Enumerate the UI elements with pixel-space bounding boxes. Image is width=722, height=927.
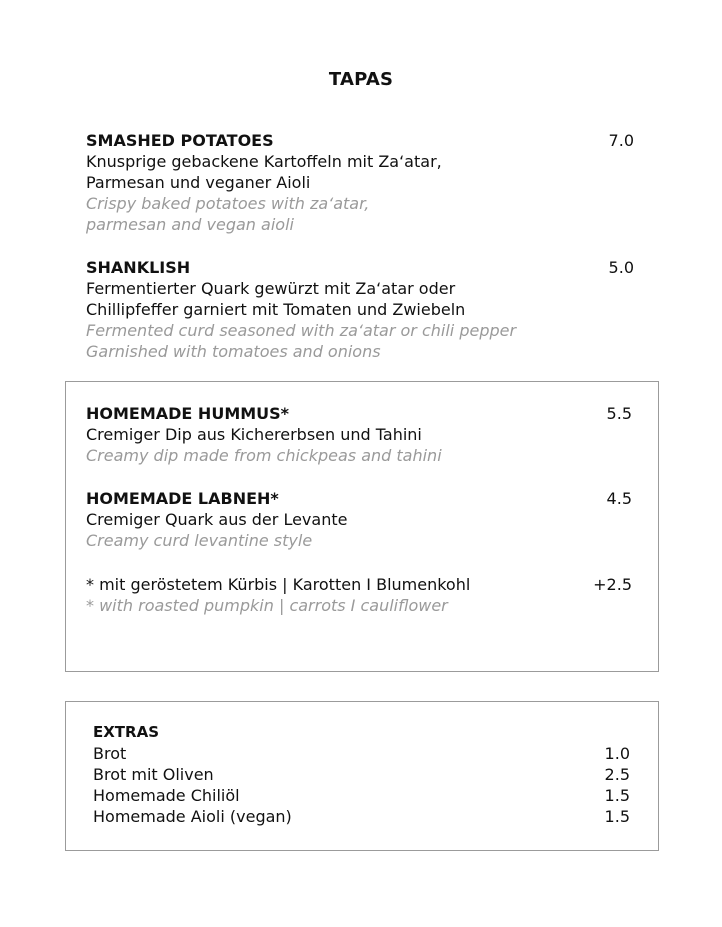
item-name: HOMEMADE LABNEH* [86,489,279,508]
extras-item-name: Homemade Aioli (vegan) [93,807,292,826]
item-description-de: Parmesan und veganer Aioli [86,173,311,192]
dips-box [65,381,659,672]
page-title: TAPAS [328,69,394,90]
extras-item [93,785,630,806]
extras-item-price: 1.5 [604,807,630,826]
extras-item-name: Homemade Chiliöl [93,786,240,805]
addon-toppings [86,574,632,616]
extras-item-name: Brot [93,744,127,763]
extras-item-name: Brot mit Oliven [93,765,214,784]
menu-item-shanklish [86,258,634,362]
item-description-de: Chillipfeffer garniert mit Tomaten und Zwiebeln [86,300,466,319]
extras-item-price: 1.5 [604,786,630,805]
item-description-en: Crispy baked potatoes with za‘atar, [86,194,370,213]
item-description-en: Creamy curd levantine style [86,531,313,550]
item-price: 5.5 [606,404,632,423]
menu-item-hummus [86,404,632,466]
item-description-de: Cremiger Quark aus der Levante [86,510,348,529]
extras-list [93,743,630,827]
item-name: HOMEMADE HUMMUS* [86,404,290,423]
item-description-en: Creamy dip made from chickpeas and tahini [86,446,442,465]
item-description-de: Fermentierter Quark gewürzt mit Za‘atar oder [86,279,456,298]
item-description-en: Garnished with tomatoes and onions [86,342,381,361]
addon-description-en: * with roasted pumpkin | carrots I cauliflower [86,596,448,615]
extras-box [65,701,659,851]
item-price: 5.0 [608,258,634,277]
extras-item-price: 2.5 [604,765,630,784]
addon-description-de: * mit geröstetem Kürbis | Karotten I Blumenkohl [86,575,471,594]
extras-item-price: 1.0 [604,744,630,763]
extras-item [93,764,630,785]
item-description-en: parmesan and vegan aioli [86,215,294,234]
item-description-de: Knusprige gebackene Kartoffeln mit Za‘atar, [86,152,442,171]
extras-item [93,806,630,827]
item-name: SHANKLISH [86,258,191,277]
item-name: SMASHED POTATOES [86,131,274,150]
extras-item [93,743,630,764]
item-description-en: Fermented curd seasoned with za‘atar or chili pepper [86,321,517,340]
menu-item-labneh [86,489,632,551]
item-price: 4.5 [606,489,632,508]
addon-price: +2.5 [593,575,632,594]
item-description-de: Cremiger Dip aus Kichererbsen und Tahini [86,425,422,444]
extras-title: EXTRAS [93,723,160,741]
menu-item-smashed-potatoes [86,131,634,235]
item-price: 7.0 [608,131,634,150]
